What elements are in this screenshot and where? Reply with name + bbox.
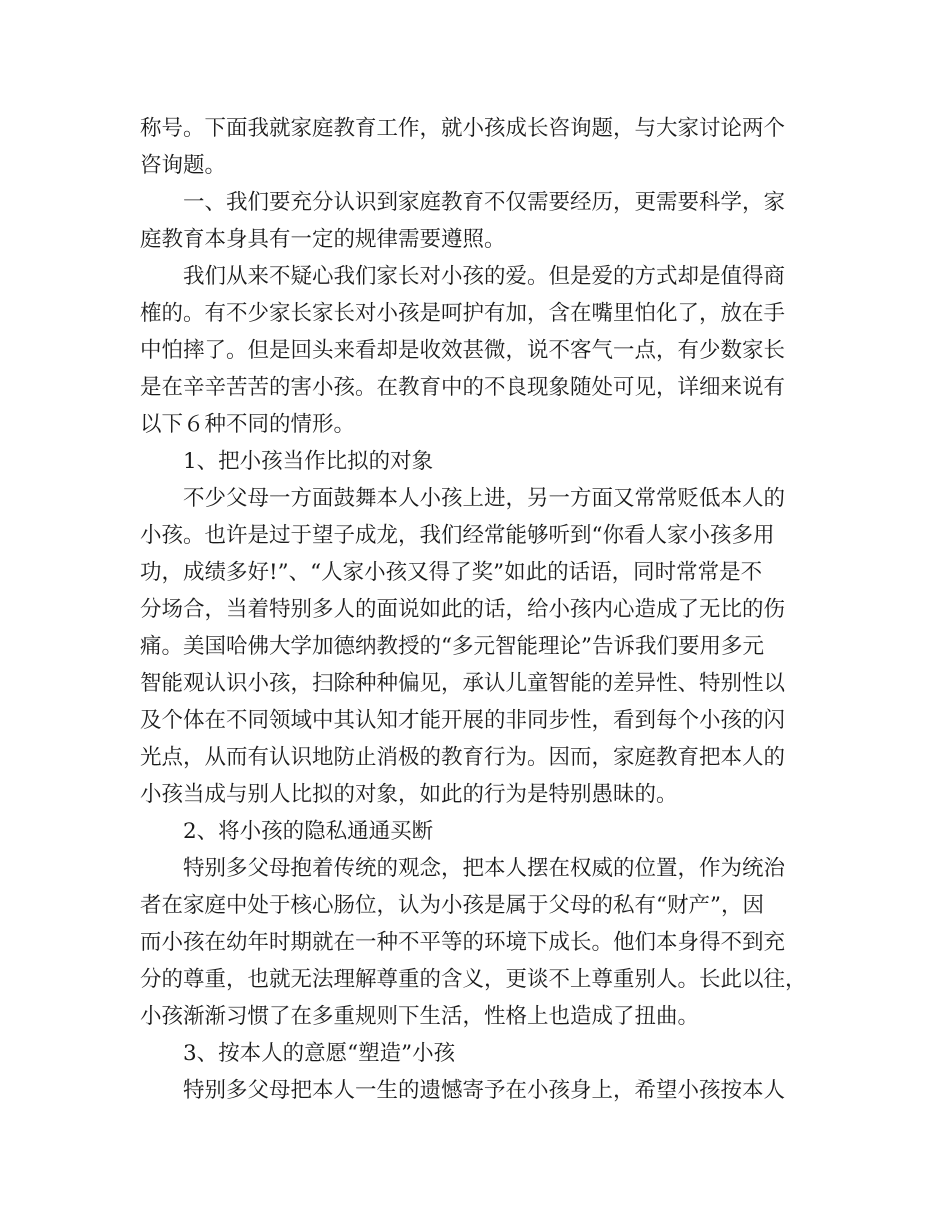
text-line: 光点，从而有认识地防止消极的教育行为。因而，家庭教育把本人的 <box>140 745 786 770</box>
text-line: 不少父母一方面鼓舞本人小孩上进，另一方面又常常贬低本人的 <box>183 486 786 511</box>
paragraph-p4 <box>140 480 820 813</box>
text-line: 中怕摔了。但是回头来看却是收效甚微，说不客气一点，有少数家长 <box>140 338 786 363</box>
text-line: 而小孩在幼年时期就在一种不平等的环境下成长。他们本身得不到充 <box>140 930 786 955</box>
text-line: 一、我们要充分认识到家庭教育不仅需要经历，更需要科学，家 <box>183 190 786 215</box>
text-line: 分的尊重，也就无法理解尊重的含义，更谈不上尊重别人。长此以往， <box>140 967 807 992</box>
section-heading-2 <box>140 813 820 850</box>
text-line: 3、按本人的意愿“塑造”小孩 <box>183 1041 456 1066</box>
text-line: 特别多父母抱着传统的观念，把本人摆在权威的位置，作为统治 <box>183 856 786 881</box>
text-line: 功，成绩多好!”、“人家小孩又得了奖”如此的话语，同时常常是不 <box>140 560 763 585</box>
paragraph-p8 <box>140 1072 820 1109</box>
text-line: 智能观认识小孩，扫除种种偏见，承认儿童智能的差异性、特别性以 <box>140 671 786 696</box>
text-line: 者在家庭中处于核心肠位，认为小孩是属于父母的私有“财产”，因 <box>140 893 764 918</box>
paragraph-p1 <box>140 184 820 258</box>
document-page <box>140 110 820 1109</box>
text-line: 特别多父母把本人一生的遗憾寄予在小孩身上，希望小孩按本人 <box>183 1078 786 1103</box>
text-line: 小孩渐渐习惯了在多重规则下生活，性格上也造成了扭曲。 <box>140 1004 700 1029</box>
text-line: 我们从来不疑心我们家长对小孩的爱。但是爱的方式却是值得商 <box>183 264 786 289</box>
text-line: 庭教育本身具有一定的规律需要遵照。 <box>140 227 506 252</box>
paragraph-p2 <box>140 258 820 443</box>
text-line: 咨询题。 <box>140 153 227 178</box>
text-line: 2、将小孩的隐私通通买断 <box>183 819 434 844</box>
text-line: 是在辛辛苦苦的害小孩。在教育中的不良现象随处可见，详细来说有 <box>140 375 786 400</box>
text-line: 1、把小孩当作比拟的对象 <box>183 449 434 474</box>
text-line: 痛。美国哈佛大学加德纳教授的“多元智能理论”告诉我们要用多元 <box>140 634 764 659</box>
text-line: 小孩当成与别人比拟的对象，如此的行为是特别愚昧的。 <box>140 782 678 807</box>
text-line: 称号。下面我就家庭教育工作，就小孩成长咨询题，与大家讨论两个 <box>140 116 786 141</box>
text-line: 及个体在不同领域中其认知才能开展的非同步性，看到每个小孩的闪 <box>140 708 786 733</box>
text-line: 榷的。有不少家长家长对小孩是呵护有加，含在嘴里怕化了，放在手 <box>140 301 786 326</box>
section-heading-3 <box>140 1035 820 1072</box>
paragraph-p0 <box>140 110 820 184</box>
text-line: 小孩。也许是过于望子成龙，我们经常能够听到“你看人家小孩多用 <box>140 523 775 548</box>
paragraph-p6 <box>140 850 820 1035</box>
section-heading-1 <box>140 443 820 480</box>
text-line: 分场合，当着特别多人的面说如此的话，给小孩内心造成了无比的伤 <box>140 597 786 622</box>
text-line: 以下６种不同的情形。 <box>140 412 356 437</box>
